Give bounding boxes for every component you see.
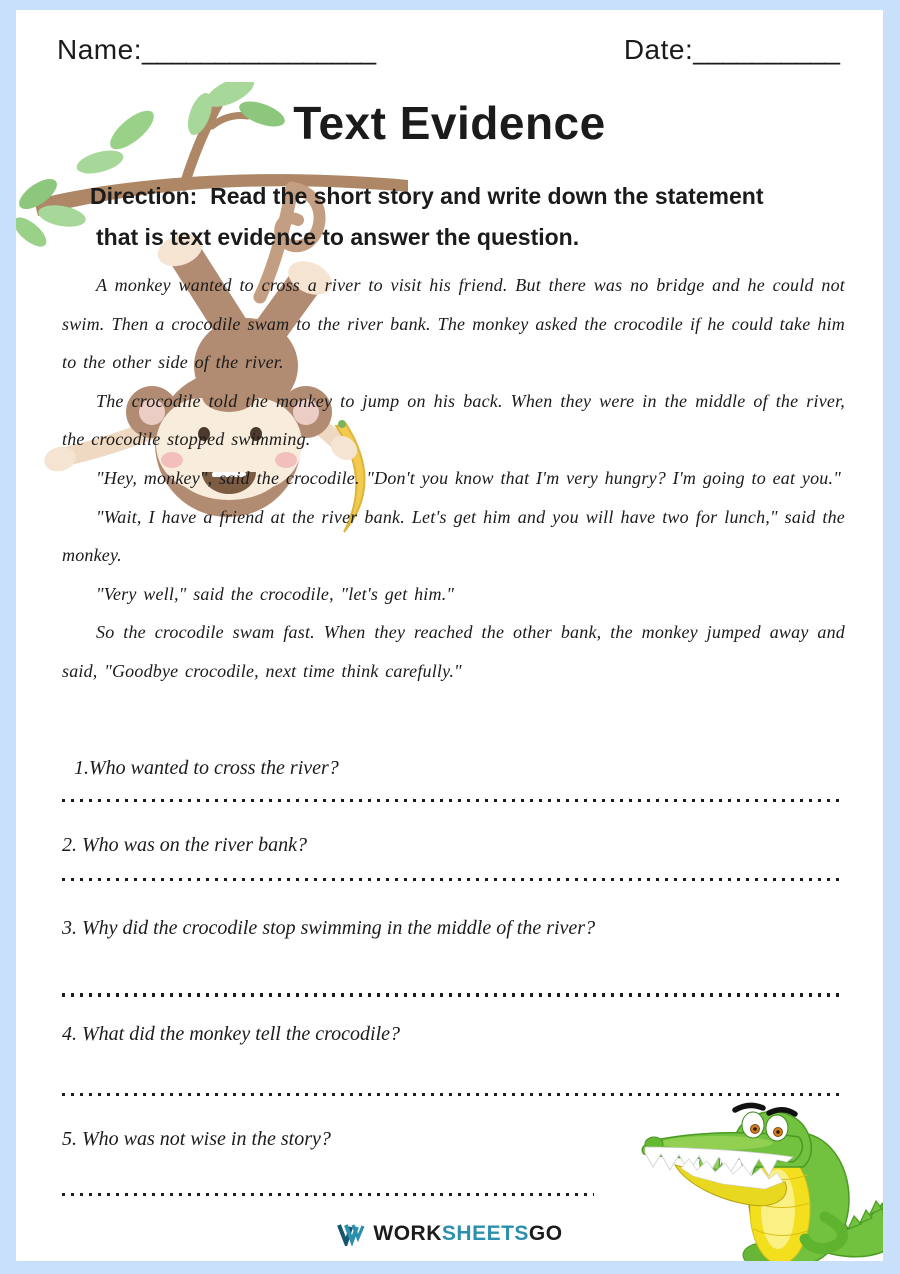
question-text: 1.Who wanted to cross the river? bbox=[74, 757, 339, 779]
name-field bbox=[57, 34, 375, 66]
question-row bbox=[62, 832, 845, 881]
page-title: Text Evidence bbox=[293, 97, 606, 149]
logo-text-go: GO bbox=[528, 1222, 563, 1245]
date-blank-line: __________ bbox=[693, 34, 839, 65]
name-blank-line: ________________ bbox=[141, 34, 376, 65]
story-paragraph: "Very well," said the crocodile, "let's get him." bbox=[96, 583, 455, 604]
question-text: 5. Who was not wise in the story? bbox=[62, 1127, 331, 1150]
question-row bbox=[62, 755, 845, 802]
logo-text-sheets: SHEETS bbox=[441, 1222, 529, 1245]
question-text: 3. Why did the crocodile stop swimming in the middle of the river? bbox=[62, 917, 596, 940]
direction-text bbox=[90, 176, 853, 258]
answer-line bbox=[62, 1193, 594, 1196]
answer-line bbox=[62, 1093, 845, 1096]
date-field bbox=[624, 34, 839, 66]
question-text: 4. What did the monkey tell the crocodile? bbox=[62, 1022, 401, 1045]
date-label: Date: bbox=[623, 34, 694, 65]
question-text: 2. Who was on the river bank? bbox=[62, 834, 307, 857]
story-text bbox=[62, 266, 845, 691]
questions-section bbox=[62, 755, 845, 1196]
story-paragraph: "Wait, I have a friend at the river bank. Let's get him and you will have two for lunch," said the monkey. bbox=[62, 506, 845, 566]
direction-line-1: Direction: Read the short story and write down the statement bbox=[90, 183, 764, 209]
worksheetsgo-logo bbox=[16, 1222, 883, 1246]
name-date-row bbox=[57, 34, 839, 66]
logo-text bbox=[373, 1222, 562, 1246]
story-paragraph: A monkey wanted to cross a river to visit his friend. But there was no bridge and he could not swim. Then a crocodile swam to the river bank. The monkey asked the crocodile if he could take him to the other side of the river. bbox=[62, 275, 845, 373]
answer-line bbox=[62, 878, 845, 881]
story-paragraph: "Hey, monkey", said the crocodile. "Don't you know that I'm very hungry? I'm going to eat you." bbox=[96, 467, 841, 488]
question-row bbox=[62, 1021, 845, 1096]
worksheetsgo-logo-icon bbox=[336, 1222, 366, 1246]
logo-text-work: WORK bbox=[373, 1222, 442, 1245]
answer-line bbox=[62, 993, 845, 996]
question-row bbox=[62, 915, 845, 996]
name-label: Name: bbox=[57, 34, 142, 65]
question-row bbox=[62, 1126, 845, 1196]
story-paragraph: So the crocodile swam fast. When they reached the other bank, the monkey jumped away and said, "Goodbye crocodile, next time think carefully." bbox=[62, 622, 845, 681]
story-paragraph: The crocodile told the monkey to jump on his back. When they were in the middle of the river, the crocodile stopped swimming. bbox=[62, 390, 845, 450]
worksheet-page bbox=[16, 10, 883, 1261]
direction-line-2: that is text evidence to answer the question. bbox=[96, 224, 580, 250]
answer-line bbox=[62, 799, 845, 802]
